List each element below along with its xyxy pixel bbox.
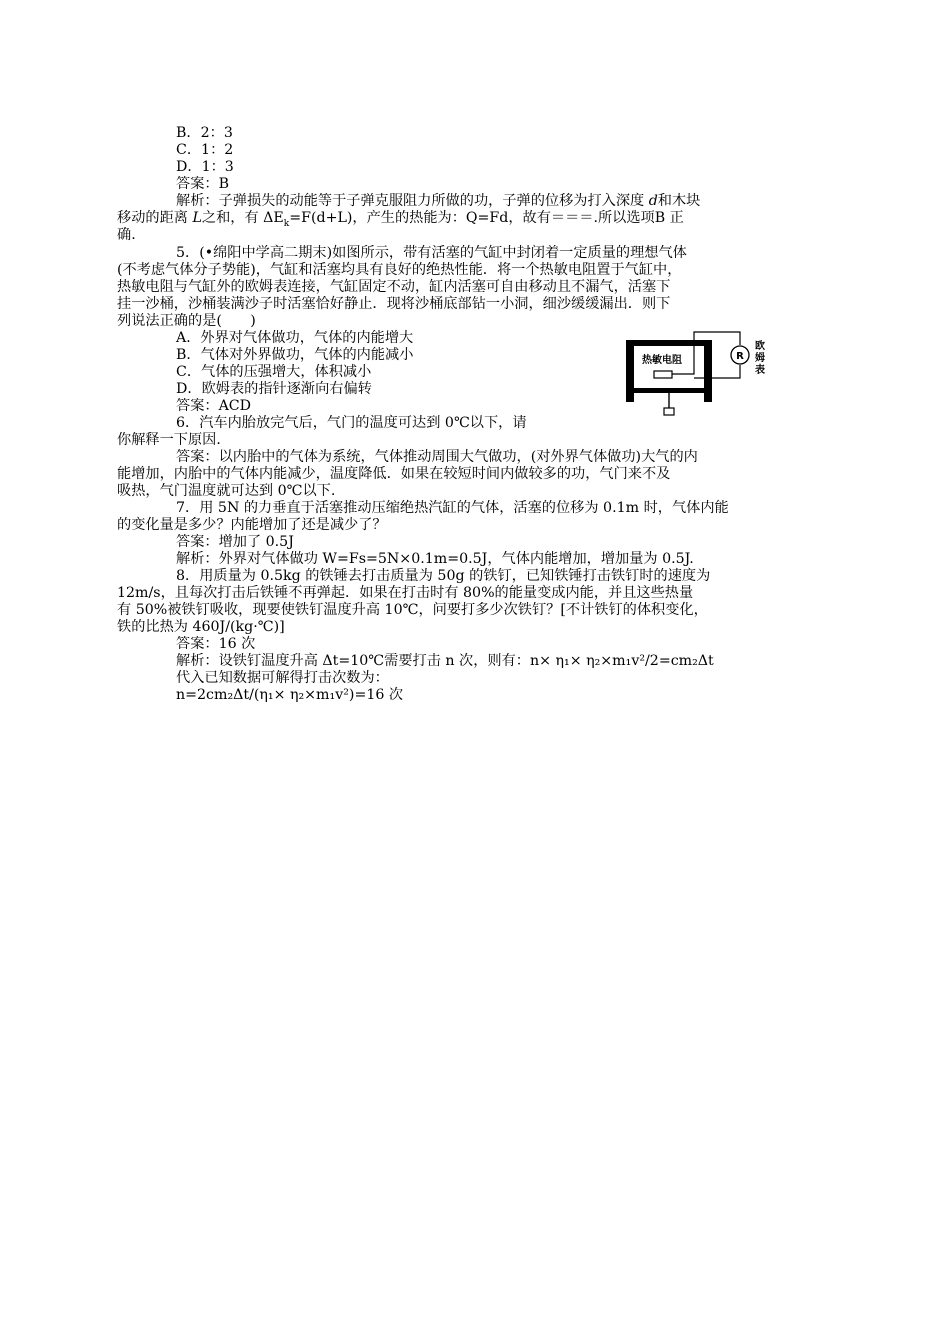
analysis-4-line1: 解析：子弹损失的动能等于子弹克服阻力所做的功，子弹的位移为打入深度 d和木块 <box>176 193 701 209</box>
ohmmeter-symbol: R <box>736 351 744 362</box>
option-d: D．欧姆表的指针逐渐向右偏转 <box>176 381 372 397</box>
answer-6-line1: 答案：以内胎中的气体为系统，气体推动周围大气做功，(对外界气体做功)大气的内 <box>176 449 698 465</box>
option-c-prev: C．1：2 <box>176 142 234 158</box>
option-d-prev: D．1：3 <box>176 159 234 175</box>
option-b-prev: B．2：3 <box>176 125 233 141</box>
analysis-4-line3: 确. <box>117 227 136 243</box>
answer-6-line2: 能增加，内胎中的气体内能减少，温度降低．如果在较短时间内做较多的功，气门来不及 <box>117 466 671 482</box>
question-5-line5: 列说法正确的是( ) <box>117 313 256 329</box>
cylinder-figure <box>624 330 784 421</box>
cylinder-top-wall <box>626 340 712 346</box>
ohmmeter-label-2: 姆 <box>755 353 765 364</box>
cylinder-diagram <box>624 330 784 416</box>
answer-5: 答案：ACD <box>176 398 252 414</box>
option-a: A．外界对气体做功，气体的内能增大 <box>176 330 414 346</box>
question-8-line3: 有 50%被铁钉吸收，现要使铁钉温度升高 10℃，问要打多少次铁钉？[不计铁钉的体积变化， <box>117 602 708 618</box>
answer-8: 答案：16 次 <box>176 636 256 652</box>
sand-bucket <box>664 408 674 415</box>
analysis-8-line3: n=2cm₂Δt/(η₁× η₂×m₁v²)=16 次 <box>176 687 404 703</box>
question-8-line4: 铁的比热为 460J/(kg·℃)] <box>117 619 285 635</box>
analysis-4-line2: 移动的距离 L之和，有 $\Delta E_k=F(d+L)$，产生的热能为：Q=Fd，故有＝＝＝.所以选项B 正 <box>117 210 684 229</box>
question-7-line2: 的变化量是多少？内能增加了还是减少了？ <box>117 517 387 533</box>
answer-7: 答案：增加了 0.5J <box>176 534 294 550</box>
question-6-line2: 你解释一下原因． <box>117 432 231 448</box>
question-6-line1: 6．汽车内胎放完气后，气门的温度可达到 0℃以下，请 <box>176 415 527 431</box>
question-5-line3: 热敏电阻与气缸外的欧姆表连接，气缸固定不动，缸内活塞可自由移动且不漏气，活塞下 <box>117 279 671 295</box>
answer-4: 答案：B <box>176 176 229 192</box>
thermistor-label: 热敏电阻 <box>642 355 682 366</box>
question-5-line4: 挂一沙桶，沙桶装满沙子时活塞恰好静止．现将沙桶底部钻一小洞，细沙缓缓漏出．则下 <box>117 296 671 312</box>
cylinder-right-wall <box>704 340 712 402</box>
analysis-8-line2: 代入已知数据可解得打击次数为： <box>176 670 389 686</box>
question-8-line1: 8．用质量为 0.5kg 的铁锤去打击质量为 50g 的铁钉，已知铁锤打击铁钉时的速度为 <box>176 568 711 584</box>
answer-6-line3: 吸热，气门温度就可达到 0℃以下. <box>117 483 336 499</box>
wire-bottom <box>694 365 740 378</box>
analysis-8-line1: 解析：设铁钉温度升高 Δt=10℃需要打击 n 次，则有：n× η₁× η₂×m₁v²/2=cm₂Δt <box>176 653 714 669</box>
question-5-line1: 5．(•绵阳中学高二期末)如图所示，带有活塞的气缸中封闭着一定质量的理想气体 <box>176 245 687 261</box>
question-7-line1: 7．用 5N 的力垂直于活塞推动压缩绝热汽缸的气体，活塞的位移为 0.1m 时，气体内能 <box>176 500 729 516</box>
thermistor-resistor <box>654 371 672 378</box>
ohmmeter-label-1: 欧 <box>755 341 765 352</box>
option-c: C．气体的压强增大，体积减小 <box>176 364 372 380</box>
question-8-line2: 12m/s，且每次打击后铁锤不再弹起．如果在打击时有 80%的能量变成内能，并且这些热量 <box>117 585 694 601</box>
question-5-line2: (不考虑气体分子势能)，气缸和活塞均具有良好的绝热性能．将一个热敏电阻置于气缸中， <box>117 262 682 278</box>
cylinder-left-wall <box>626 340 634 402</box>
analysis-7: 解析：外界对气体做功 W=Fs=5N×0.1m=0.5J，气体内能增加，增加量为 0.5J. <box>176 551 694 567</box>
option-b: B．气体对外界做功，气体的内能减小 <box>176 347 414 363</box>
piston <box>634 388 704 393</box>
ohmmeter-label-3: 表 <box>755 365 765 376</box>
